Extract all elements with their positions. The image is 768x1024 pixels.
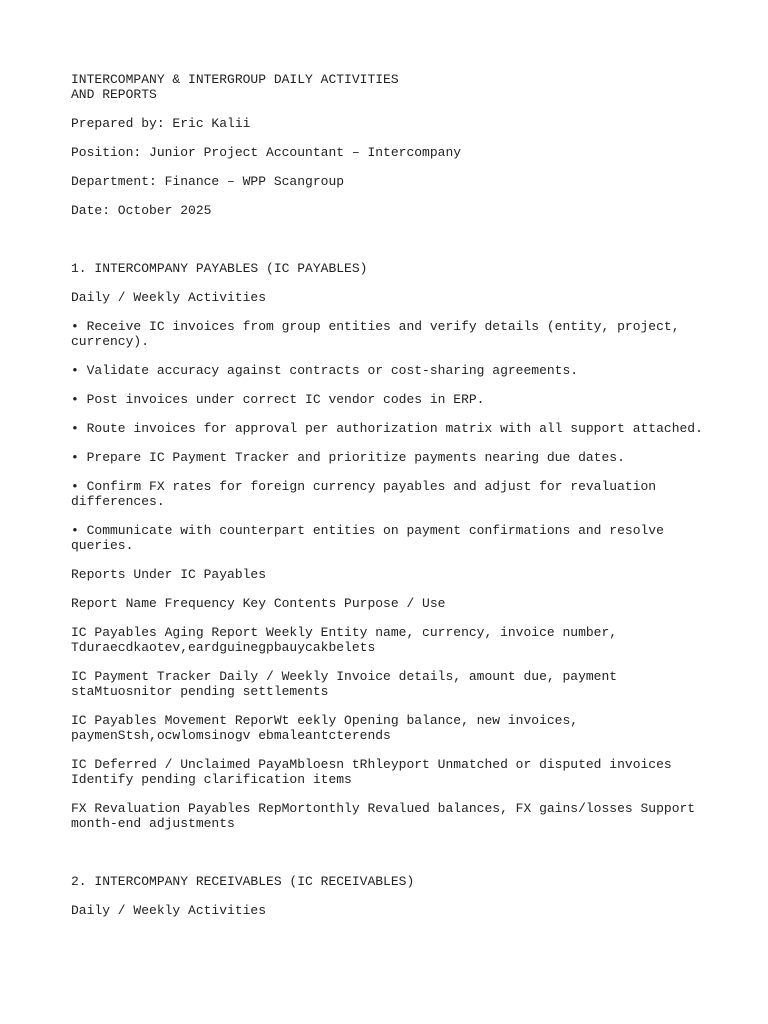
table-row-line: FX Revaluation Payables RepMortonthly Revalued balances, FX gains/losses Support [71, 801, 696, 816]
reports-table-header: Report Name Frequency Key Contents Purpose / Use [71, 596, 446, 611]
table-row [71, 713, 711, 743]
prepared-by: Prepared by: Eric Kalii [71, 116, 251, 131]
bullet-line: • Post invoices under correct IC vendor codes in ERP. [71, 392, 485, 407]
position: Position: Junior Project Accountant – Intercompany [71, 145, 462, 160]
bullet-item [71, 392, 711, 407]
section-1-activities-heading: Daily / Weekly Activities [71, 290, 267, 305]
table-row [71, 625, 711, 655]
bullet-line: • Communicate with counterpart entities on payment confirmations and resolve [71, 523, 664, 538]
bullet-line: queries. [71, 538, 134, 553]
table-row-line: IC Payables Aging Report Weekly Entity name, currency, invoice number, [71, 625, 618, 640]
section-2-heading: 2. INTERCOMPANY RECEIVABLES (IC RECEIVABLES) [71, 874, 415, 889]
bullet-line: • Prepare IC Payment Tracker and prioritize payments nearing due dates. [71, 450, 625, 465]
table-row-line: Tduraecdkaotev,eardguinegpbauycakbelets [71, 640, 376, 655]
reports-table [71, 625, 711, 831]
table-row-line: IC Payment Tracker Daily / Weekly Invoice details, amount due, payment [71, 669, 618, 684]
bullet-line: differences. [71, 494, 165, 509]
department: Department: Finance – WPP Scangroup [71, 174, 345, 189]
bullet-line: • Confirm FX rates for foreign currency payables and adjust for revaluation [71, 479, 657, 494]
spacer [71, 845, 711, 874]
table-row [71, 757, 711, 787]
section-2-activities-heading: Daily / Weekly Activities [71, 903, 267, 918]
reports-heading: Reports Under IC Payables [71, 567, 267, 582]
spacer [71, 232, 711, 261]
document-date: Date: October 2025 [71, 203, 212, 218]
title-line-2: AND REPORTS [71, 87, 157, 102]
table-row-line: paymenStsh,ocwlomsinogv ebmaleantcterends [71, 728, 391, 743]
section-1-heading: 1. INTERCOMPANY PAYABLES (IC PAYABLES) [71, 261, 368, 276]
table-row-line: IC Payables Movement ReporWt eekly Opening balance, new invoices, [71, 713, 579, 728]
table-row [71, 669, 711, 699]
table-row-line: Identify pending clarification items [71, 772, 352, 787]
title-line-1: INTERCOMPANY & INTERGROUP DAILY ACTIVITIES [71, 72, 399, 87]
bullet-item [71, 479, 711, 509]
bullet-line: • Receive IC invoices from group entities and verify details (entity, project, [71, 319, 680, 334]
table-row [71, 801, 711, 831]
table-row-line: staMtuosnitor pending settlements [71, 684, 329, 699]
document-title [71, 72, 711, 102]
bullet-item [71, 421, 711, 436]
section-1-bullet-list [71, 319, 711, 553]
bullet-line: • Route invoices for approval per authorization matrix with all support attached. [71, 421, 703, 436]
bullet-line: currency). [71, 334, 150, 349]
table-row-line: IC Deferred / Unclaimed PayaMbloesn tRhleyport Unmatched or disputed invoices [71, 757, 672, 772]
bullet-item [71, 450, 711, 465]
bullet-item [71, 523, 711, 553]
bullet-line: • Validate accuracy against contracts or cost-sharing agreements. [71, 363, 579, 378]
document-page [71, 72, 711, 932]
bullet-item [71, 363, 711, 378]
bullet-item [71, 319, 711, 349]
table-row-line: month-end adjustments [71, 816, 235, 831]
